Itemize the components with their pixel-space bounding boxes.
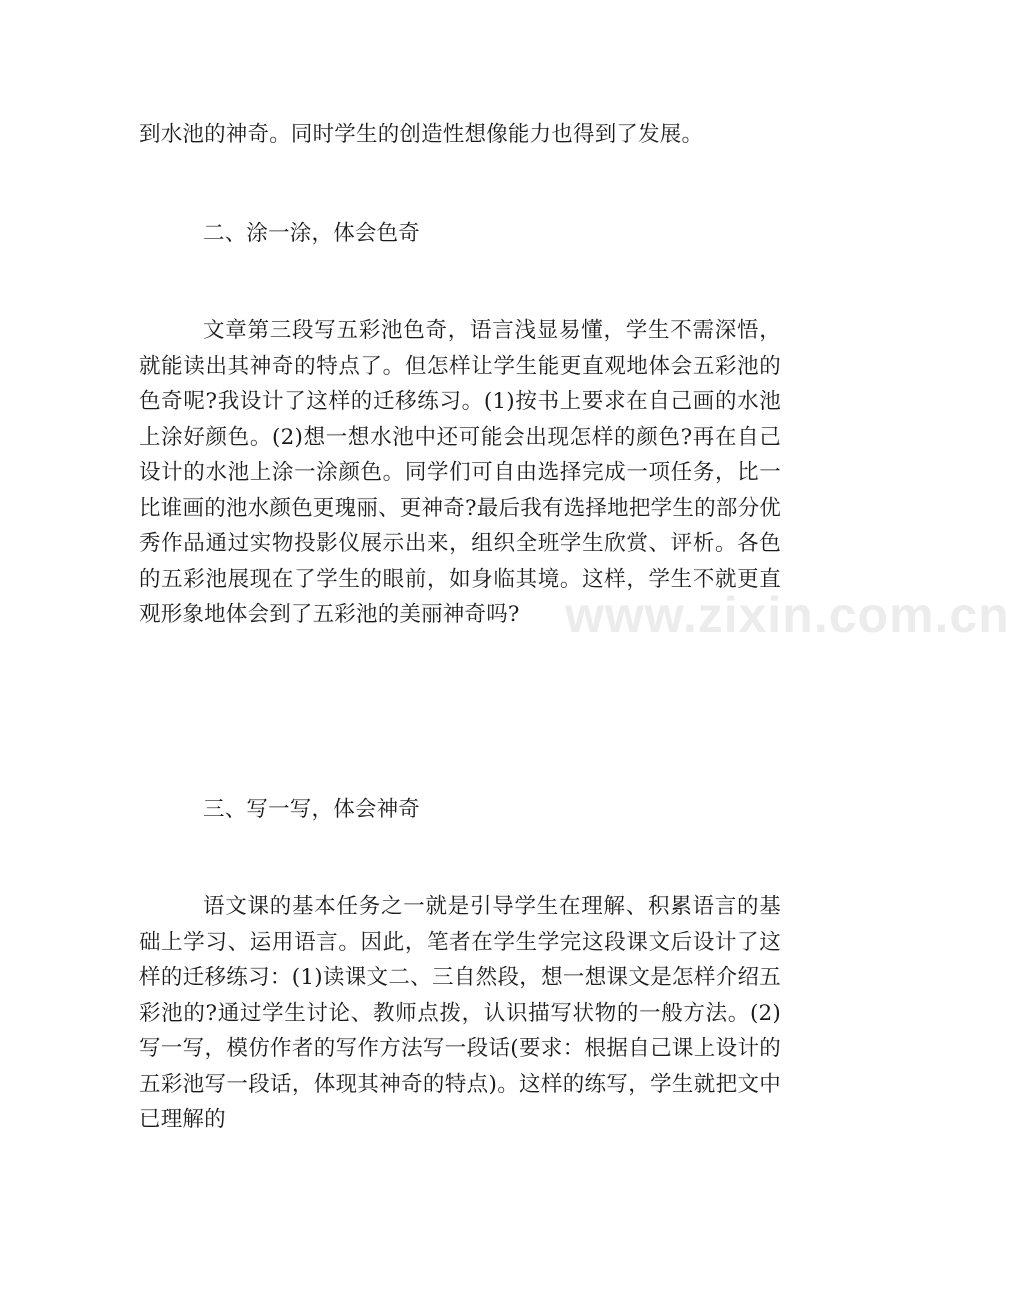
paragraph-continuation: 到水池的神奇。同时学生的创造性想像能力也得到了发展。 [139, 122, 704, 147]
section-heading-3: 三、写一写，体会神奇 [203, 797, 421, 822]
paragraph-color-wonder: 文章第三段写五彩池色奇，语言浅显易懂，学生不需深悟，就能读出其神奇的特点了。但怎样让学生能更直观地体会五彩池的色奇呢?我设计了这样的迁移练习。(1)按书上要求在自己画的水池上涂好颜色。(2)想一想水池中还可能会出现怎样的颜色?再在自己设计的水池上涂一涂颜色。同学们可自由选择完成一项任务，比一比谁画的池水颜色更瑰丽、更神奇?最后我有选择地把学生的部分优秀作品通过实物投影仪展示出来，组织全班学生欣赏、评析。各色的五彩池展现在了学生的眼前，如身临其境。这样，学生不就更直观形象地体会到了五彩池的美丽神奇吗? [139, 318, 781, 627]
watermark: www.zixin.com.cn [565, 587, 1010, 643]
paragraph-writing-practice: 语文课的基本任务之一就是引导学生在理解、积累语言的基础上学习、运用语言。因此，笔者在学生学完这段课文后设计了这样的迁移练习：(1)读课文二、三自然段，想一想课文是怎样介绍五彩池的?通过学生讨论、教师点拨，认识描写状物的一般方法。(2)写一写，模仿作者的写作方法写一段话(要求：根据自己课上设计的五彩池写一段话，体现其神奇的特点)。这样的练写，学生就把文中已理解的 [139, 894, 781, 1132]
section-heading-2: 二、涂一涂，体会色奇 [203, 221, 421, 246]
